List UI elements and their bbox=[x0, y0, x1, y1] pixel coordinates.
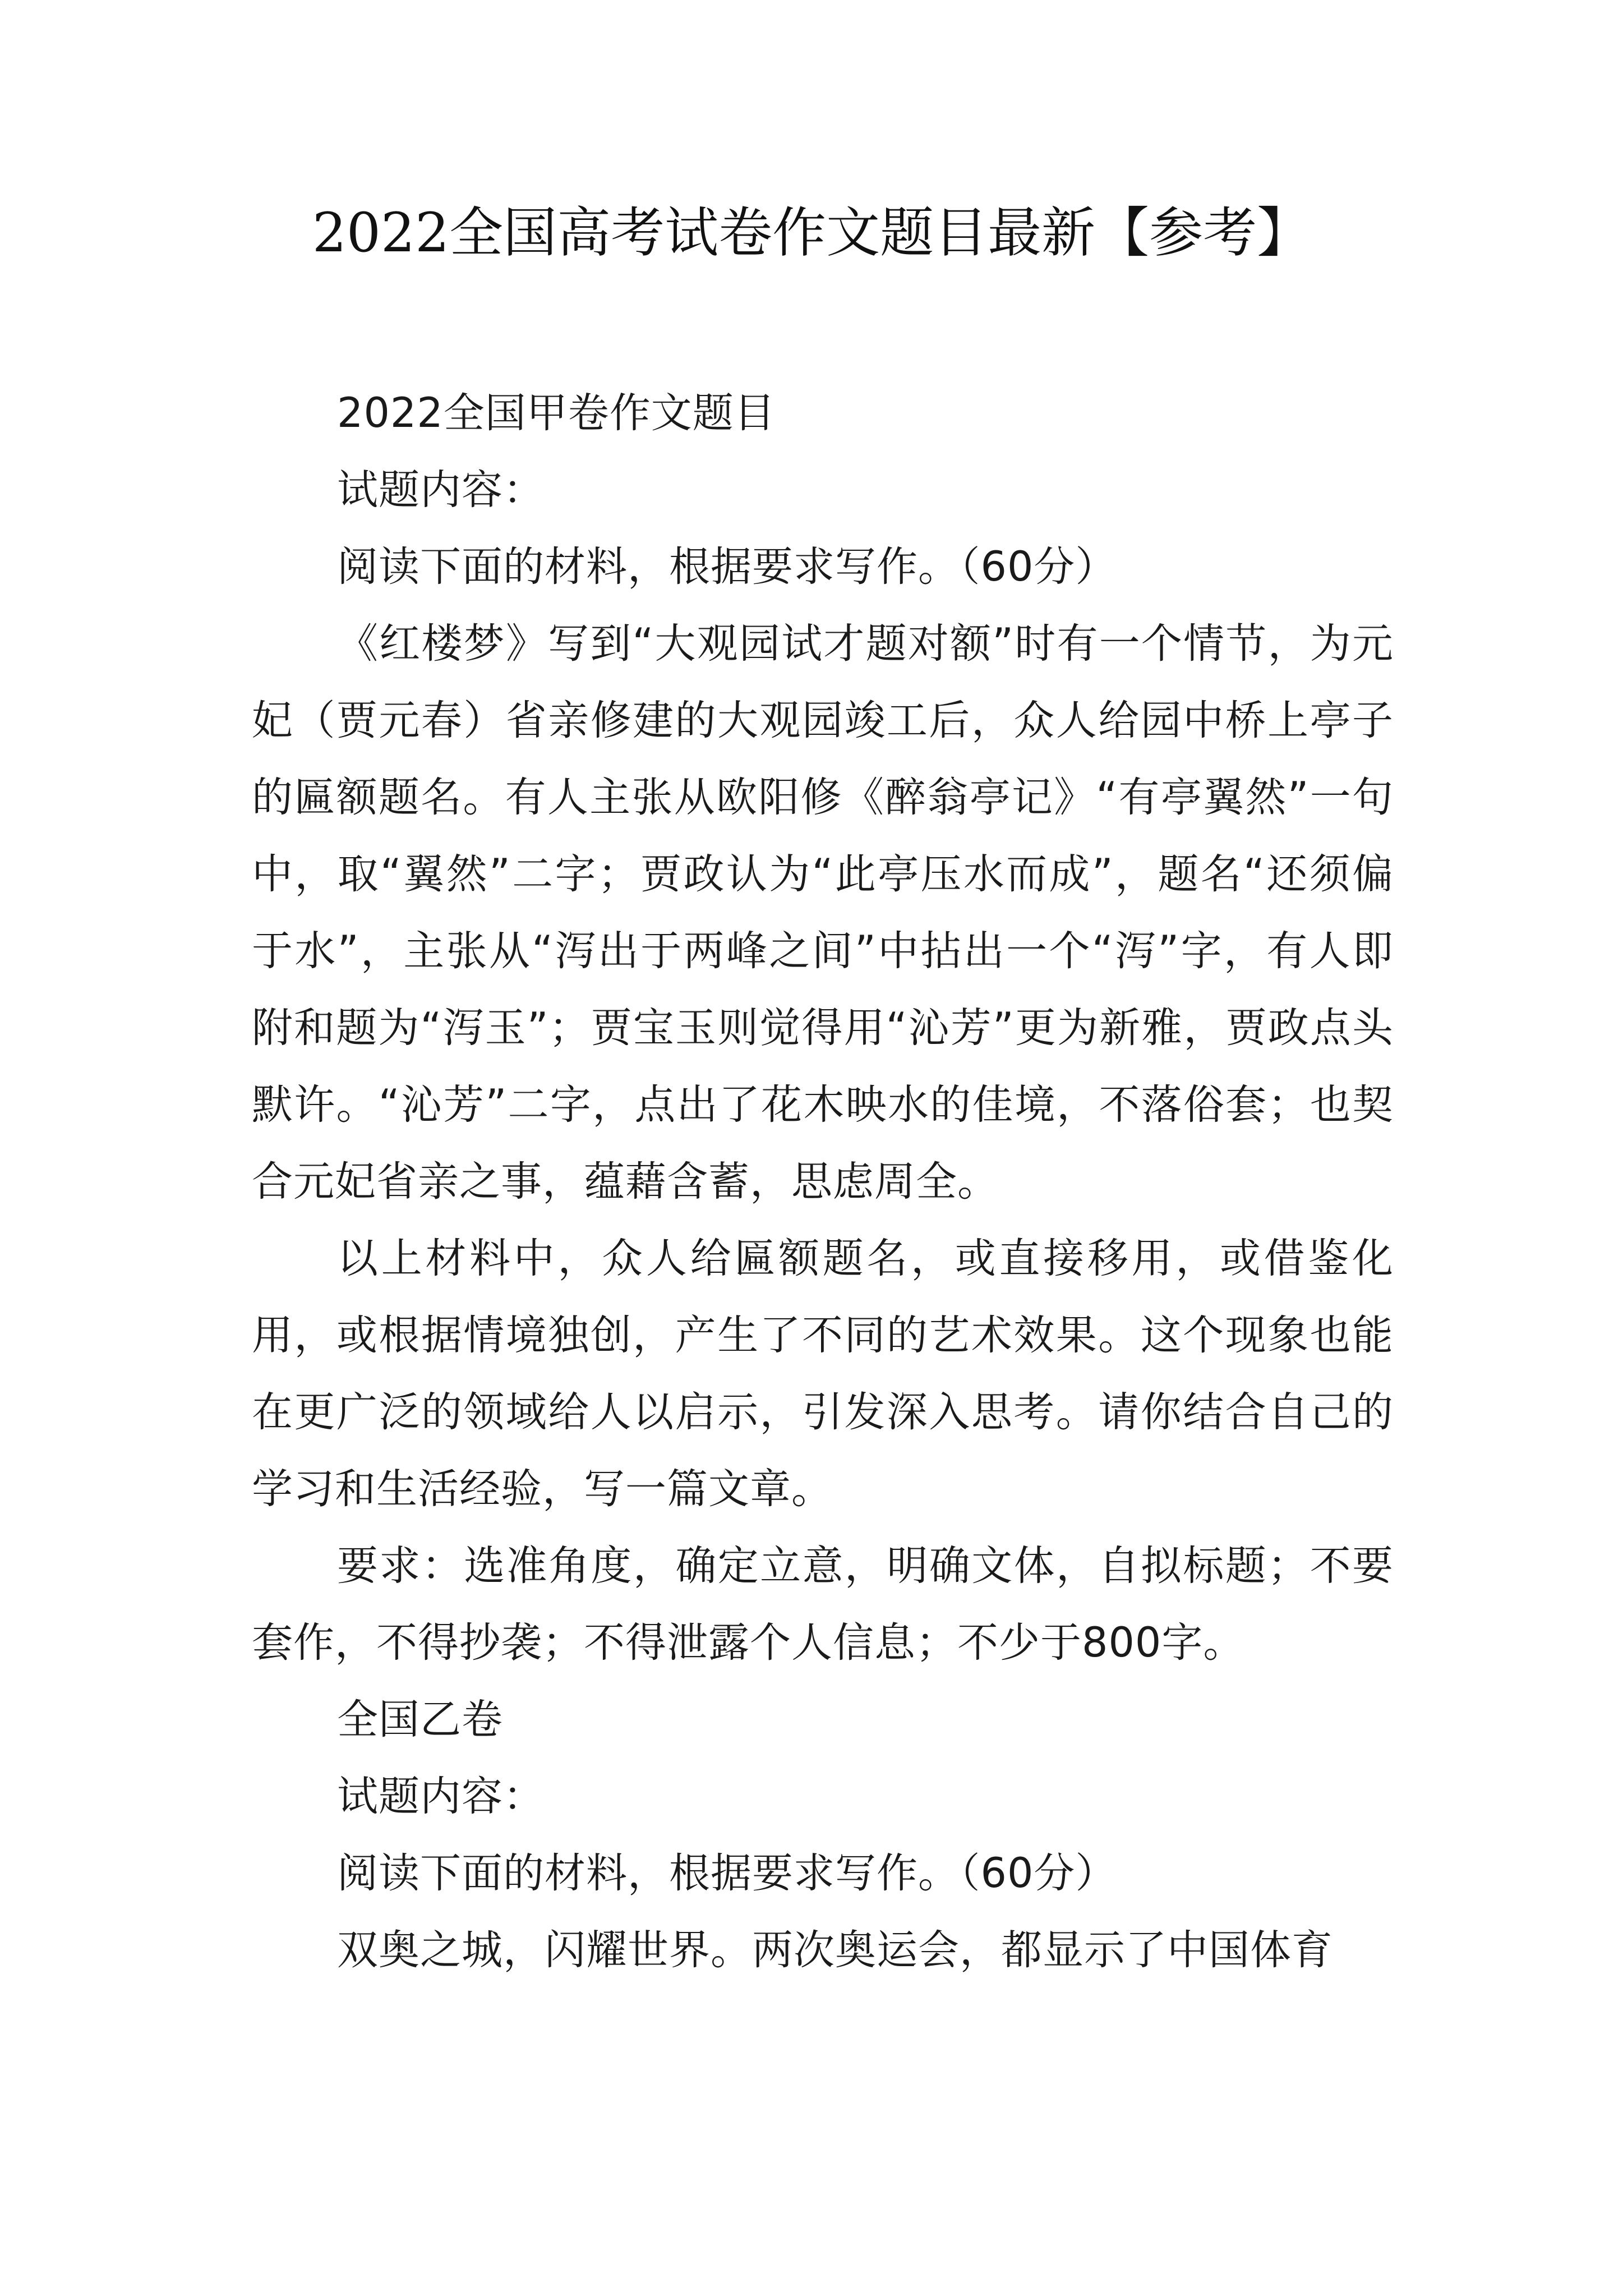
paragraph: 要求：选准角度，确定立意，明确文体，自拟标题；不要套作，不得抄袭；不得泄露个人信息；不少于800字。 bbox=[252, 1542, 1394, 1667]
paragraph: 双奥之城，闪耀世界。两次奥运会，都显示了中国体育 bbox=[337, 1926, 1333, 1974]
document-body bbox=[252, 375, 1394, 1989]
paragraph: 2022全国甲卷作文题目 bbox=[337, 389, 776, 437]
paragraph: 试题内容： bbox=[337, 466, 545, 514]
paragraph: 全国乙卷 bbox=[337, 1696, 503, 1743]
document-title: 2022全国高考试卷作文题目最新【参考】 bbox=[312, 201, 1311, 264]
paragraph: 试题内容： bbox=[337, 1773, 545, 1820]
paragraph: 阅读下面的材料，根据要求写作。（60分） bbox=[337, 1849, 1117, 1897]
paragraph: 阅读下面的材料，根据要求写作。（60分） bbox=[337, 543, 1117, 591]
paragraph: 《红楼梦》写到“大观园试才题对额”时有一个情节，为元妃（贾元春）省亲修建的大观园竣工后，众人给园中桥上亭子的匾额题名。有人主张从欧阳修《醉翁亭记》“有亭翼然”一句中，取“翼然”二字；贾政认为“此亭压水而成”，题名“还须偏于水”，主张从“泻出于两峰之间”中拈出一个“泻”字，有人即附和题为“泻玉”；贾宝玉则觉得用“沁芳”更为新雅，贾政点头默许。“沁芳”二字，点出了花木映水的佳境，不落俗套；也契合元妃省亲之事，蕴藉含蓄，思虑周全。 bbox=[252, 620, 1394, 1205]
paragraph: 以上材料中，众人给匾额题名，或直接移用，或借鉴化用，或根据情境独创，产生了不同的艺术效果。这个现象也能在更广泛的领域给人以启示，引发深入思考。请你结合自己的学习和生活经验，写一篇文章。 bbox=[252, 1235, 1394, 1513]
